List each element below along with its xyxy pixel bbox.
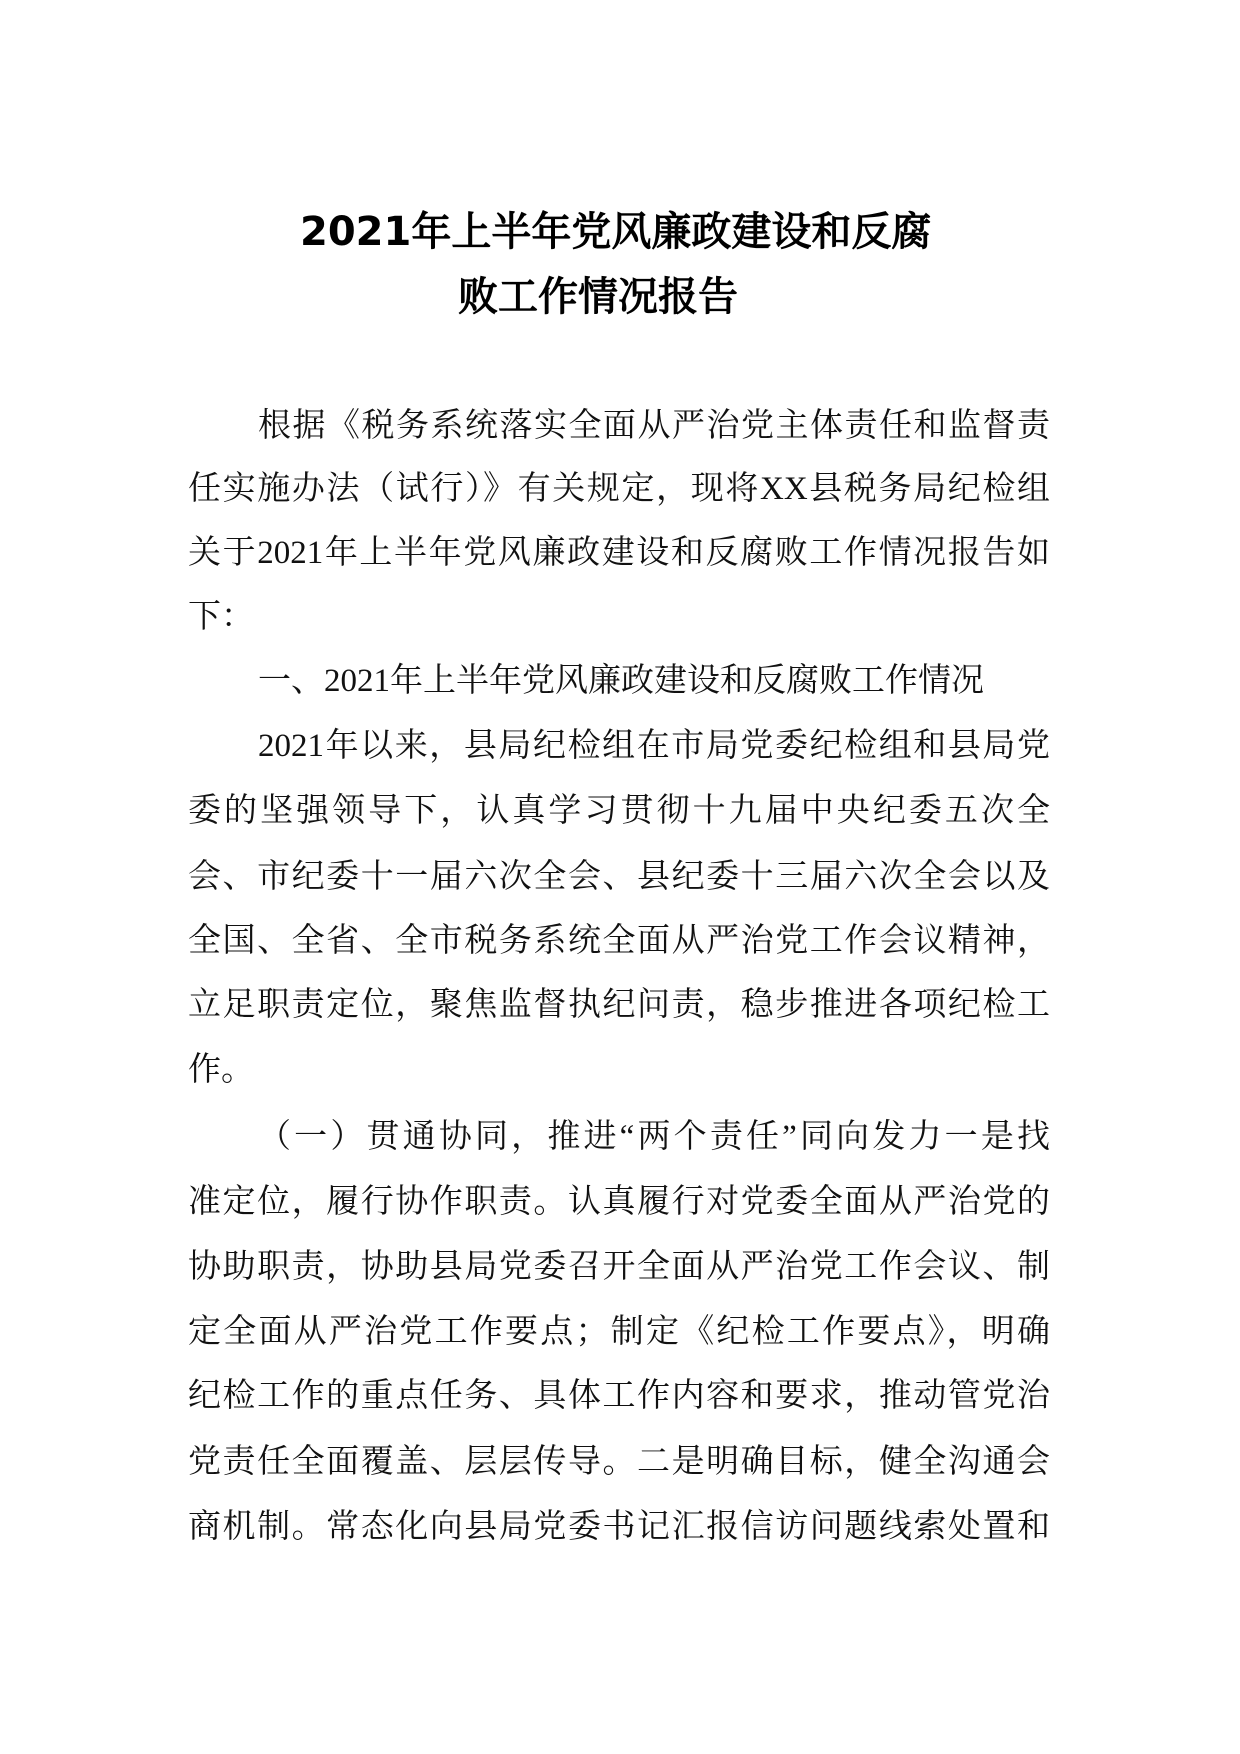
paragraph-line: 立足职责定位，聚焦监督执纪问责，稳步推进各项纪检工 [188, 987, 1050, 1023]
paragraph-line: 准定位，履行协作职责。认真履行对党委全面从严治党的 [188, 1184, 1050, 1220]
paragraph-line: 关于2021年上半年党风廉政建设和反腐败工作情况报告如 [188, 535, 1050, 571]
paragraph-line: 纪检工作的重点任务、具体工作内容和要求，推动管党治 [188, 1378, 1050, 1414]
paragraph-line: 2021年以来，县局纪检组在市局党委纪检组和县局党 [258, 728, 1050, 764]
paragraph-line: 全国、全省、全市税务系统全面从严治党工作会议精神， [188, 923, 1050, 959]
paragraph-line: 会、市纪委十一届六次全会、县纪委十三届六次全会以及 [188, 859, 1050, 895]
paragraph-line: 根据《税务系统落实全面从严治党主体责任和监督责 [258, 408, 1050, 444]
subsection-line: （一）贯通协同，推进“两个责任”同向发力一是找 [258, 1119, 1050, 1155]
paragraph-line: 党责任全面覆盖、层层传导。二是明确目标，健全沟通会 [188, 1444, 1050, 1480]
paragraph-line: 定全面从严治党工作要点；制定《纪检工作要点》，明确 [188, 1314, 1050, 1350]
paragraph-line: 作。 [188, 1052, 254, 1088]
document-title-line-2: 败工作情况报告 [458, 274, 738, 320]
paragraph-line: 商机制。常态化向县局党委书记汇报信访问题线索处置和 [188, 1509, 1050, 1545]
paragraph-line: 协助职责，协助县局党委召开全面从严治党工作会议、制 [188, 1249, 1050, 1285]
paragraph-line: 委的坚强领导下，认真学习贯彻十九届中央纪委五次全 [188, 793, 1050, 829]
paragraph-line: 任实施办法（试行）》有关规定，现将XX县税务局纪检组 [188, 471, 1050, 507]
document-title-line-1: 2021年上半年党风廉政建设和反腐 [300, 209, 932, 255]
section-heading: 一、2021年上半年党风廉政建设和反腐败工作情况 [258, 663, 984, 699]
paragraph-line: 下： [188, 599, 254, 635]
